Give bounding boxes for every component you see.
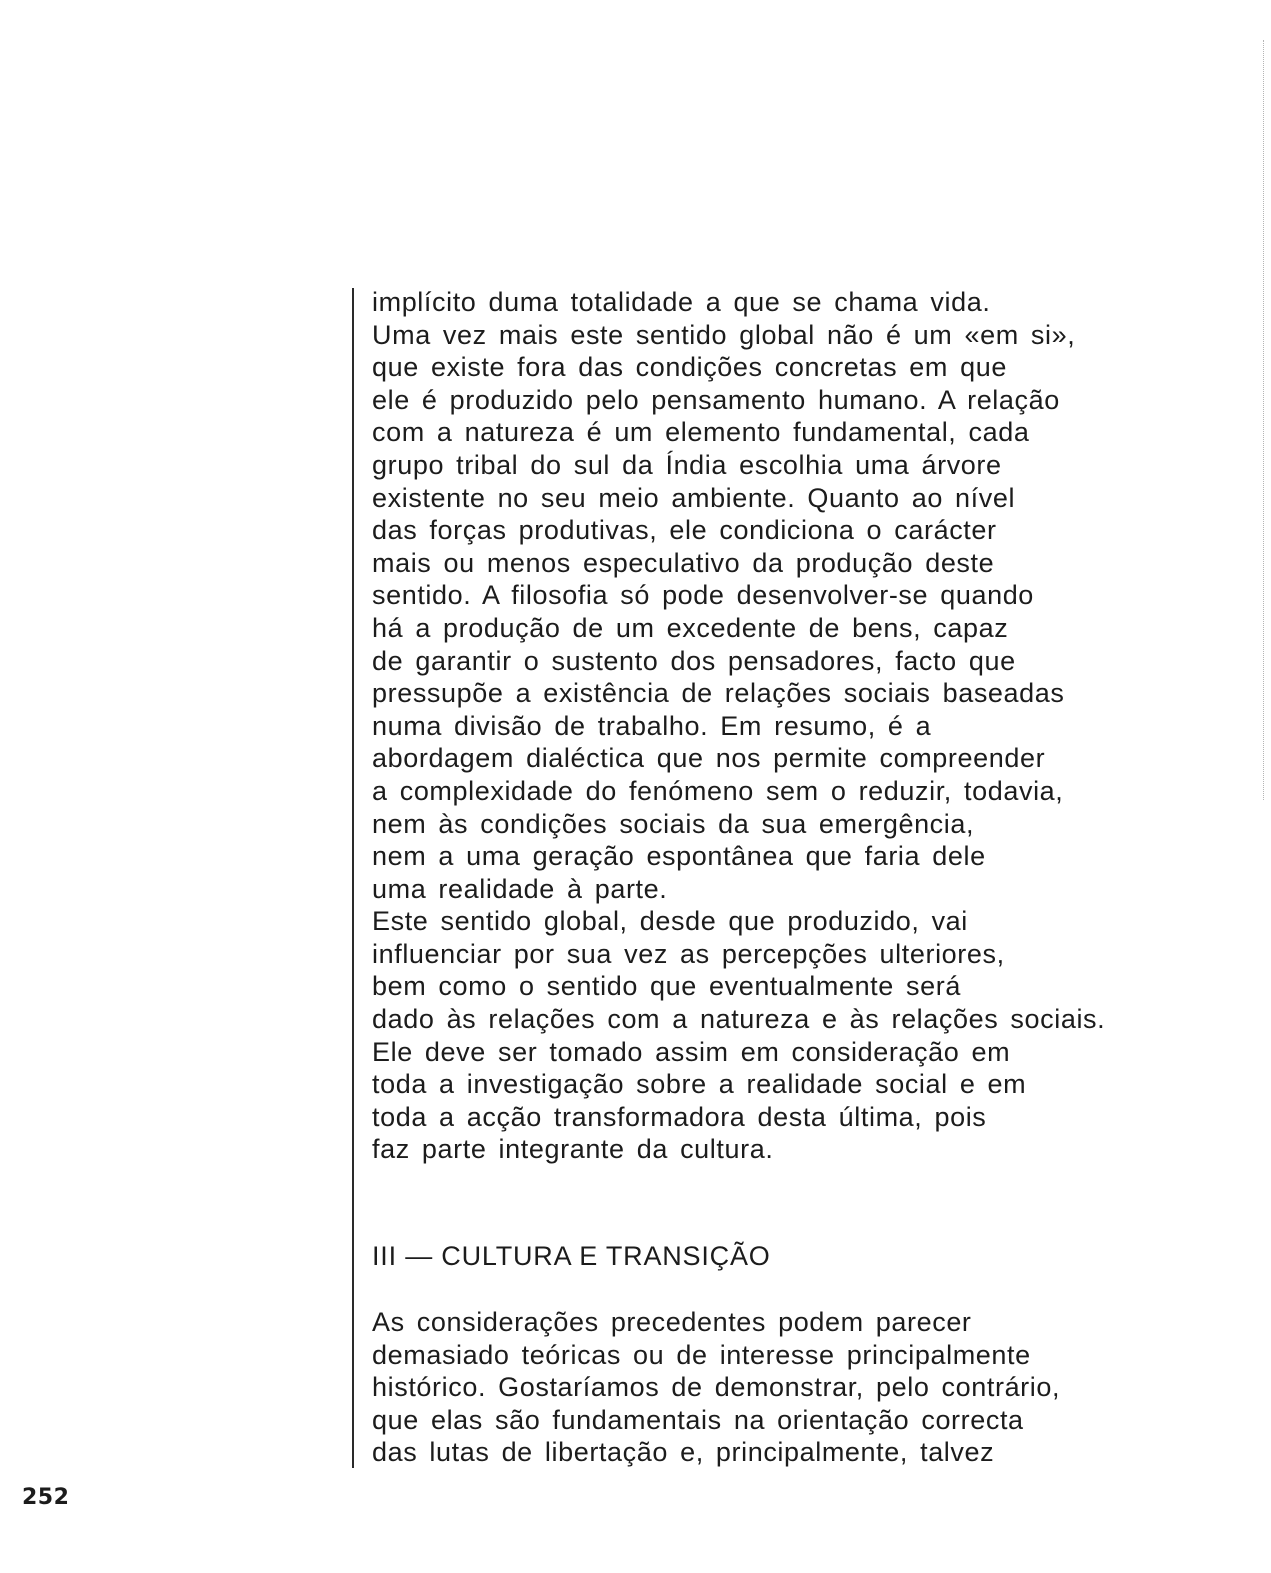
text-line: Uma vez mais este sentido global não é um «em si», xyxy=(372,319,1076,350)
text-line: grupo tribal do sul da Índia escolhia uma árvore xyxy=(372,449,1002,480)
section-heading: III — CULTURA E TRANSIÇÃO xyxy=(372,1241,771,1271)
text-line: faz parte integrante da cultura. xyxy=(372,1134,774,1165)
text-line: As considerações precedentes podem parecer xyxy=(372,1307,972,1337)
text-line: existente no seu meio ambiente. Quanto ao nível xyxy=(372,482,1016,513)
text-line: histórico. Gostaríamos de demonstrar, pelo contrário, xyxy=(372,1372,1061,1403)
text-line: uma realidade à parte. xyxy=(372,873,668,904)
paragraph-secondary xyxy=(372,1306,1202,1469)
text-line: que existe fora das condições concretas em que xyxy=(372,352,1007,383)
text-line: Ele deve ser tomado assim em consideração em xyxy=(372,1036,1011,1067)
text-line: que elas são fundamentais na orientação correcta xyxy=(372,1404,1024,1435)
text-line: toda a acção transformadora desta última, pois xyxy=(372,1101,987,1132)
margin-rule xyxy=(352,288,354,1468)
text-line: sentido. A filosofia só pode desenvolver-se quando xyxy=(372,580,1034,611)
text-line: Este sentido global, desde que produzido, vai xyxy=(372,906,968,937)
text-line: demasiado teóricas ou de interesse principalmente xyxy=(372,1339,1031,1370)
text-line: há a produção de um excedente de bens, capaz xyxy=(372,612,1009,643)
text-line: das lutas de libertação e, principalmente, talvez xyxy=(372,1437,995,1468)
text-line: de garantir o sustento dos pensadores, facto que xyxy=(372,645,1016,676)
paragraph-main xyxy=(372,286,1202,1166)
text-line: influenciar por sua vez as percepções ulteriores, xyxy=(372,938,1005,969)
text-line: bem como o sentido que eventualmente será xyxy=(372,971,961,1002)
text-line: pressupõe a existência de relações sociais baseadas xyxy=(372,678,1065,709)
text-line: toda a investigação sobre a realidade social e em xyxy=(372,1069,1027,1100)
text-line: dado às relações com a natureza e às relações sociais. xyxy=(372,1004,1106,1035)
text-line: ele é produzido pelo pensamento humano. A relação xyxy=(372,384,1060,415)
scan-edge-artifact xyxy=(1263,40,1265,800)
page-number: 252 xyxy=(22,1485,70,1510)
text-line: das forças produtivas, ele condiciona o carácter xyxy=(372,515,997,546)
text-line: mais ou menos especulativo da produção deste xyxy=(372,547,995,578)
text-line: abordagem dialéctica que nos permite compreender xyxy=(372,743,1046,774)
text-line: a complexidade do fenómeno sem o reduzir, todavia, xyxy=(372,775,1064,806)
text-line: numa divisão de trabalho. Em resumo, é a xyxy=(372,710,932,741)
text-line: nem a uma geração espontânea que faria dele xyxy=(372,841,986,872)
text-line: com a natureza é um elemento fundamental, cada xyxy=(372,417,1030,448)
text-line: nem às condições sociais da sua emergência, xyxy=(372,808,975,839)
text-line: implícito duma totalidade a que se chama vida. xyxy=(372,287,991,317)
